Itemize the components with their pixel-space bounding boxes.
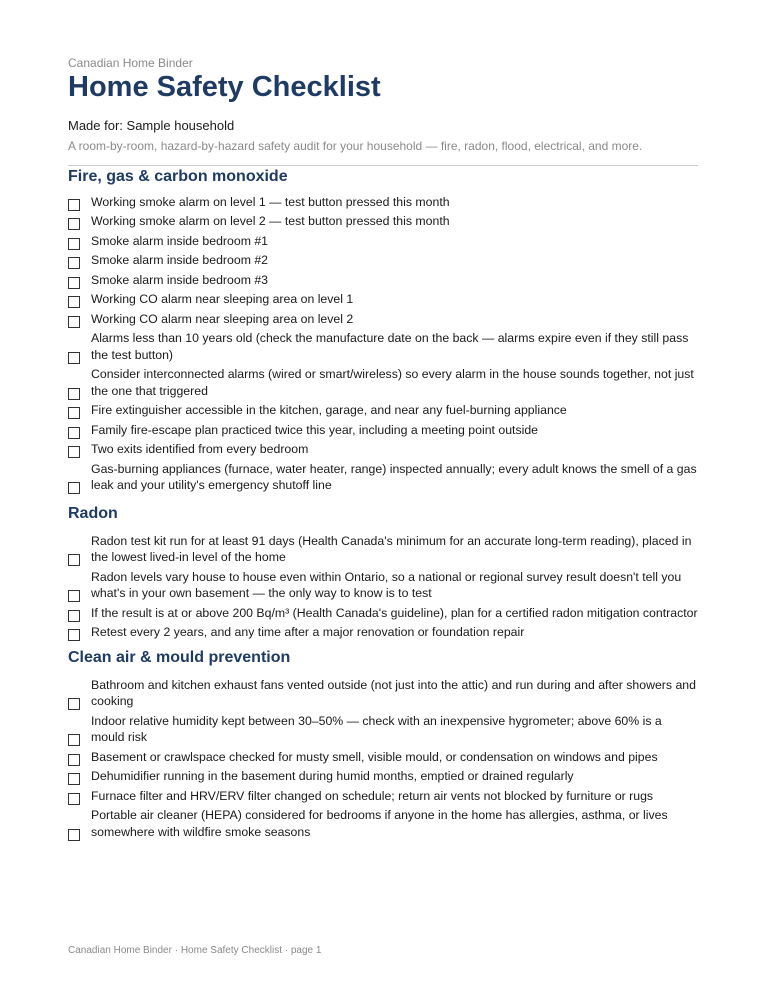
checklist-item-label: Smoke alarm inside bedroom #3 <box>91 272 269 287</box>
checklist-item-label: Family fire-escape plan practiced twice this year, including a meeting point outside <box>91 422 539 437</box>
checkbox[interactable] <box>68 554 80 566</box>
checklist-item-label: Dehumidifier running in the basement during humid months, emptied or drained regularly <box>91 769 574 783</box>
section-radon <box>68 504 698 642</box>
page-footer: Canadian Home Binder · Home Safety Checklist · page 1 <box>68 945 322 956</box>
checklist-item <box>68 531 698 567</box>
checklist-item <box>68 192 698 212</box>
header-divider <box>68 165 698 166</box>
checklist-item <box>68 711 698 747</box>
checklist-item <box>68 212 698 232</box>
checklist-item-label: Smoke alarm inside bedroom #1 <box>91 233 269 248</box>
checkbox[interactable] <box>68 590 80 602</box>
checkbox[interactable] <box>68 773 80 785</box>
checklist-item-label: Alarms less than 10 years old (check the manufacture date on the back — alarms expire even if they still pass the test button) <box>91 331 689 362</box>
checkbox[interactable] <box>68 277 80 289</box>
checklist-item-label: Bathroom and kitchen exhaust fans vented outside (not just into the attic) and run during and after showers and cooking <box>91 677 696 708</box>
checklist-item-label: Fire extinguisher accessible in the kitchen, garage, and near any fuel-burning appliance <box>91 403 567 417</box>
checkbox[interactable] <box>68 427 80 439</box>
checkbox[interactable] <box>68 754 80 766</box>
checklist-item <box>68 440 698 460</box>
checklist-item <box>68 290 698 310</box>
checkbox[interactable] <box>68 407 80 419</box>
checklist-item <box>68 567 698 603</box>
checkbox[interactable] <box>68 446 80 458</box>
checklist-item-label: Working smoke alarm on level 2 — test button pressed this month <box>91 214 450 228</box>
checklist-item <box>68 401 698 421</box>
checkbox[interactable] <box>68 482 80 494</box>
checklist-item-label: Smoke alarm inside bedroom #2 <box>91 253 269 267</box>
checklist-item <box>68 309 698 329</box>
checkbox[interactable] <box>68 296 80 308</box>
checkbox[interactable] <box>68 238 80 250</box>
checklist-item <box>68 459 698 495</box>
checklist-page <box>68 56 698 842</box>
page-title: Home Safety Checklist <box>68 71 381 103</box>
checklist-item-label: Consider interconnected alarms (wired or smart/wireless) so every alarm in the house sounds together, not just the one that triggered <box>91 367 694 398</box>
checklist-item <box>68 231 698 251</box>
checklist-item-label: Working CO alarm near sleeping area on level 1 <box>91 292 354 306</box>
checkbox[interactable] <box>68 388 80 400</box>
section-clean-air-mould <box>68 648 698 842</box>
section-fire-gas-co <box>68 167 698 495</box>
checkbox[interactable] <box>68 698 80 710</box>
checklist-item <box>68 270 698 290</box>
checklist-item <box>68 786 698 806</box>
checklist-item <box>68 767 698 787</box>
checklist-item-label: Radon levels vary house to house even within Ontario, so a national or regional survey result doesn't tell you what's in your own basement — the only way to know is to test <box>91 569 682 600</box>
checkbox[interactable] <box>68 218 80 230</box>
checklist-item <box>68 329 698 365</box>
checklist-item-label: Two exits identified from every bedroom <box>91 442 309 456</box>
checklist-item-label: Portable air cleaner (HEPA) considered for bedrooms if anyone in the home has allergies, asthma, or lives somewhere with wildfire smoke seasons <box>91 808 668 839</box>
checklist-item-label: Indoor relative humidity kept between 30–50% — check with an inexpensive hygrometer; above 60% is a mould risk <box>91 713 662 744</box>
section-title: Radon <box>68 505 118 522</box>
checklist-item <box>68 251 698 271</box>
made-for-line: Made for: Sample household <box>68 118 235 133</box>
section-title: Clean air & mould prevention <box>68 649 291 666</box>
checklist-item-label: If the result is at or above 200 Bq/m³ (Health Canada's guideline), plan for a certified radon mitigation contractor <box>91 605 698 620</box>
section-title: Fire, gas & carbon monoxide <box>68 168 288 185</box>
checklist-item <box>68 806 698 842</box>
checklist-item-label: Working CO alarm near sleeping area on level 2 <box>91 311 354 326</box>
checkbox[interactable] <box>68 734 80 746</box>
page-subtitle: A room-by-room, hazard-by-hazard safety audit for your household — fire, radon, flood, electrical, and more. <box>68 139 643 153</box>
checkbox[interactable] <box>68 257 80 269</box>
checklist-item <box>68 675 698 711</box>
checklist-item-label: Working smoke alarm on level 1 — test button pressed this month <box>91 194 450 209</box>
checklist-item-label: Gas-burning appliances (furnace, water heater, range) inspected annually; every adult knows the smell of a gas leak and your utility's emergency shutoff line <box>91 461 697 492</box>
checklist <box>68 675 698 842</box>
checklist <box>68 192 698 495</box>
checklist <box>68 531 698 642</box>
checkbox[interactable] <box>68 199 80 211</box>
binder-label: Canadian Home Binder <box>68 56 193 70</box>
checklist-item-label: Retest every 2 years, and any time after a major renovation or foundation repair <box>91 625 525 639</box>
checklist-item-label: Furnace filter and HRV/ERV filter changed on schedule; return air vents not blocked by furniture or rugs <box>91 788 654 803</box>
checkbox[interactable] <box>68 316 80 328</box>
checklist-item <box>68 603 698 623</box>
checklist-item-label: Basement or crawlspace checked for musty smell, visible mould, or condensation on windows and pipes <box>91 749 658 764</box>
checklist-item <box>68 623 698 643</box>
checklist-item <box>68 365 698 401</box>
checkbox[interactable] <box>68 793 80 805</box>
checkbox[interactable] <box>68 829 80 841</box>
checklist-item-label: Radon test kit run for at least 91 days (Health Canada's minimum for an accurate long-term reading), placed in the lowest lived-in level of the home <box>91 533 692 564</box>
checkbox[interactable] <box>68 352 80 364</box>
checkbox[interactable] <box>68 629 80 641</box>
checklist-item <box>68 747 698 767</box>
checklist-item <box>68 420 698 440</box>
checkbox[interactable] <box>68 610 80 622</box>
